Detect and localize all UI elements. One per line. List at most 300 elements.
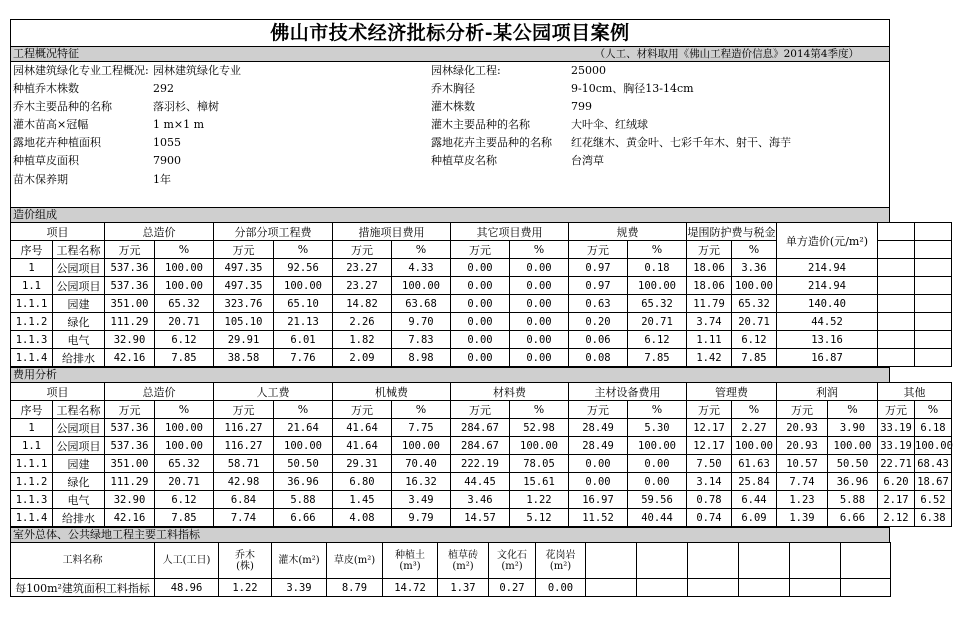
empty-cell <box>688 579 739 597</box>
value-cell: 14.57 <box>451 509 510 527</box>
value-cell: 1.1.4 <box>11 509 53 527</box>
value-cell: 6.12 <box>628 331 687 349</box>
material-header: 乔木 (株) <box>219 543 272 579</box>
table-row <box>11 437 952 455</box>
value-cell: 11.52 <box>569 509 628 527</box>
cost-analysis-sheet <box>10 19 953 597</box>
value-cell: 11.79 <box>687 295 732 313</box>
empty-cell <box>739 543 790 579</box>
overview-value: 1055 <box>153 136 181 150</box>
overview-value: 292 <box>153 82 174 96</box>
empty-cell <box>586 579 637 597</box>
empty-cell <box>915 259 952 277</box>
value-cell: 0.97 <box>569 277 628 295</box>
value-cell: 100.00 <box>828 437 878 455</box>
value-cell: 4.08 <box>333 509 392 527</box>
overview-label: 种植草皮名称 <box>431 154 497 168</box>
empty-cell <box>790 543 841 579</box>
empty-cell <box>841 579 891 597</box>
value-cell: 1.82 <box>333 331 392 349</box>
value-cell: 3.46 <box>451 491 510 509</box>
value-cell: 100.00 <box>155 437 214 455</box>
column-group-header: 其他 <box>878 383 952 401</box>
value-cell: 12.17 <box>687 437 732 455</box>
value-cell: 3.36 <box>732 259 777 277</box>
value-cell: 48.96 <box>155 579 219 597</box>
project-name: 绿化 <box>53 473 105 491</box>
value-cell: 0.78 <box>687 491 732 509</box>
overview-value: 红花继木、黄金叶、七彩千年木、射干、海芋 <box>571 136 791 150</box>
value-cell: 0.00 <box>569 455 628 473</box>
column-subheader: 万元 <box>451 401 510 419</box>
column-group-header: 其它项目费用 <box>451 223 569 241</box>
value-cell: 100.00 <box>915 437 952 455</box>
column-subheader: 万元 <box>214 401 274 419</box>
overview-value: 9-10cm、胸径13-14cm <box>571 82 694 96</box>
value-cell: 100.00 <box>392 437 451 455</box>
value-cell: 59.56 <box>628 491 687 509</box>
value-cell: 6.12 <box>155 491 214 509</box>
value-cell: 6.80 <box>333 473 392 491</box>
value-cell: 65.32 <box>155 455 214 473</box>
cost-composition-table <box>10 222 952 367</box>
value-cell: 2.26 <box>333 313 392 331</box>
value-cell: 14.82 <box>333 295 392 313</box>
value-cell: 100.00 <box>628 277 687 295</box>
value-cell: 351.00 <box>105 295 155 313</box>
overview-value: 落羽杉、樟树 <box>153 100 219 114</box>
materials-index-table <box>10 542 891 597</box>
overview-label: 露地花卉主要品种的名称 <box>431 136 552 150</box>
value-cell: 0.27 <box>489 579 536 597</box>
value-cell: 18.06 <box>687 277 732 295</box>
value-cell: 1.22 <box>219 579 272 597</box>
value-cell: 33.19 <box>878 437 915 455</box>
value-cell: 1.22 <box>510 491 569 509</box>
value-cell: 116.27 <box>214 419 274 437</box>
overview-label: 灌木株数 <box>431 100 475 114</box>
column-group-header: 堤围防护费与税金 <box>687 223 777 241</box>
value-cell: 0.00 <box>569 473 628 491</box>
value-cell: 8.79 <box>327 579 383 597</box>
value-cell: 214.94 <box>777 259 878 277</box>
column-group-header: 总造价 <box>105 383 214 401</box>
sheet-title: 佛山市技术经济批标分析-某公园项目案例 <box>10 19 890 46</box>
project-name: 公园项目 <box>53 419 105 437</box>
empty-cell <box>878 349 915 367</box>
value-cell: 8.98 <box>392 349 451 367</box>
value-cell: 6.84 <box>214 491 274 509</box>
material-header: 人工(工日) <box>155 543 219 579</box>
overview-row <box>11 152 889 170</box>
column-subheader: % <box>510 401 569 419</box>
empty-cell <box>790 579 841 597</box>
empty-cell <box>915 349 952 367</box>
value-cell: 20.71 <box>155 473 214 491</box>
column-subheader: 万元 <box>878 401 915 419</box>
column-subheader: 万元 <box>569 401 628 419</box>
overview-label: 灌木主要品种的名称 <box>431 118 530 132</box>
value-cell: 0.74 <box>687 509 732 527</box>
overview-value: 大叶伞、红绒球 <box>571 118 648 132</box>
value-cell: 36.96 <box>828 473 878 491</box>
value-cell: 28.49 <box>569 437 628 455</box>
empty-cell <box>915 295 952 313</box>
value-cell: 13.16 <box>777 331 878 349</box>
value-cell: 100.00 <box>628 437 687 455</box>
section-cost-header <box>10 207 890 222</box>
empty-cell <box>878 313 915 331</box>
value-cell: 7.75 <box>392 419 451 437</box>
overview-row <box>11 171 889 189</box>
value-cell: 6.18 <box>915 419 952 437</box>
value-cell: 42.98 <box>214 473 274 491</box>
overview-label: 园林建筑绿化专业工程概况: <box>13 64 149 77</box>
column-subheader: % <box>915 401 952 419</box>
value-cell: 41.64 <box>333 419 392 437</box>
overview-row <box>11 116 889 134</box>
value-cell: 6.66 <box>828 509 878 527</box>
value-cell: 3.14 <box>687 473 732 491</box>
column-group-header: 分部分项工程费 <box>214 223 333 241</box>
column-subheader: % <box>732 401 777 419</box>
column-subheader: 万元 <box>687 401 732 419</box>
value-cell: 4.33 <box>392 259 451 277</box>
overview-label: 乔木胸径 <box>431 82 475 96</box>
empty-cell <box>915 331 952 349</box>
value-cell: 1.23 <box>777 491 828 509</box>
overview-value: 7900 <box>153 154 181 168</box>
overview-value: 25000 <box>571 64 606 77</box>
value-cell: 2.09 <box>333 349 392 367</box>
column-subheader: % <box>274 241 333 259</box>
empty-cell <box>878 223 915 241</box>
value-cell: 0.18 <box>628 259 687 277</box>
value-cell: 32.90 <box>105 491 155 509</box>
value-cell: 537.36 <box>105 437 155 455</box>
value-cell: 0.97 <box>569 259 628 277</box>
value-cell: 6.09 <box>732 509 777 527</box>
value-cell: 1.1.3 <box>11 331 53 349</box>
header-row <box>11 543 891 579</box>
value-cell: 6.44 <box>732 491 777 509</box>
overview-label: 园林绿化工程: <box>431 64 501 77</box>
value-cell: 42.16 <box>105 349 155 367</box>
value-cell: 3.39 <box>272 579 327 597</box>
empty-cell <box>915 241 952 259</box>
value-cell: 284.67 <box>451 419 510 437</box>
column-subheader: 万元 <box>687 241 732 259</box>
value-cell: 7.50 <box>687 455 732 473</box>
value-cell: 3.49 <box>392 491 451 509</box>
column-subheader: % <box>732 241 777 259</box>
value-cell: 111.29 <box>105 313 155 331</box>
value-cell: 44.52 <box>777 313 878 331</box>
value-cell: 100.00 <box>274 277 333 295</box>
empty-cell <box>637 579 688 597</box>
material-row-label: 每100m²建筑面积工料指标 <box>11 579 155 597</box>
value-cell: 44.45 <box>451 473 510 491</box>
value-cell: 16.87 <box>777 349 878 367</box>
column-subheader: % <box>155 401 214 419</box>
value-cell: 100.00 <box>732 277 777 295</box>
value-cell: 1.1.4 <box>11 349 53 367</box>
value-cell: 105.10 <box>214 313 274 331</box>
value-cell: 0.00 <box>451 295 510 313</box>
overview-label: 种植乔木株数 <box>13 82 79 96</box>
value-cell: 100.00 <box>155 259 214 277</box>
value-cell: 12.17 <box>687 419 732 437</box>
value-cell: 50.50 <box>274 455 333 473</box>
value-cell: 29.31 <box>333 455 392 473</box>
table-row <box>11 491 952 509</box>
value-cell: 65.32 <box>732 295 777 313</box>
value-cell: 537.36 <box>105 419 155 437</box>
value-cell: 70.40 <box>392 455 451 473</box>
empty-cell <box>637 543 688 579</box>
section-overview-label: 工程概况特征 <box>13 47 79 60</box>
value-cell: 1.1.1 <box>11 455 53 473</box>
project-name: 公园项目 <box>53 437 105 455</box>
material-header: 种植土 (m³) <box>383 543 438 579</box>
value-cell: 1.39 <box>777 509 828 527</box>
value-cell: 0.06 <box>569 331 628 349</box>
value-cell: 7.85 <box>155 349 214 367</box>
section-expense-label: 费用分析 <box>13 368 57 381</box>
value-cell: 7.83 <box>392 331 451 349</box>
value-cell: 78.05 <box>510 455 569 473</box>
value-cell: 1 <box>11 259 53 277</box>
value-cell: 116.27 <box>214 437 274 455</box>
value-cell: 0.00 <box>536 579 586 597</box>
value-cell: 100.00 <box>274 437 333 455</box>
overview-value: 1年 <box>153 172 171 186</box>
value-cell: 61.63 <box>732 455 777 473</box>
value-cell: 52.98 <box>510 419 569 437</box>
empty-cell <box>878 295 915 313</box>
value-cell: 1 <box>11 419 53 437</box>
project-name: 给排水 <box>53 349 105 367</box>
empty-cell <box>915 277 952 295</box>
value-cell: 6.20 <box>878 473 915 491</box>
value-cell: 14.72 <box>383 579 438 597</box>
value-cell: 68.43 <box>915 455 952 473</box>
value-cell: 18.06 <box>687 259 732 277</box>
value-cell: 9.70 <box>392 313 451 331</box>
column-group-header: 措施项目费用 <box>333 223 451 241</box>
material-header: 植草砖 (m²) <box>438 543 489 579</box>
project-name: 电气 <box>53 331 105 349</box>
overview-row <box>11 62 889 80</box>
empty-cell <box>739 579 790 597</box>
value-cell: 0.00 <box>510 259 569 277</box>
value-cell: 3.90 <box>828 419 878 437</box>
value-cell: 9.79 <box>392 509 451 527</box>
column-subheader: 工程名称 <box>53 401 105 419</box>
overview-label: 乔木主要品种的名称 <box>13 100 112 114</box>
column-subheader: % <box>392 401 451 419</box>
column-group-header: 材料费 <box>451 383 569 401</box>
table-row <box>11 419 952 437</box>
value-cell: 5.30 <box>628 419 687 437</box>
project-name: 园建 <box>53 295 105 313</box>
value-cell: 10.57 <box>777 455 828 473</box>
table-row <box>11 295 952 313</box>
column-subheader: 万元 <box>214 241 274 259</box>
column-subheader: 万元 <box>451 241 510 259</box>
section-materials-header <box>10 527 890 542</box>
value-cell: 40.44 <box>628 509 687 527</box>
value-cell: 16.32 <box>392 473 451 491</box>
value-cell: 2.27 <box>732 419 777 437</box>
value-cell: 6.01 <box>274 331 333 349</box>
header-row <box>11 383 952 401</box>
project-name: 公园项目 <box>53 277 105 295</box>
empty-cell <box>915 223 952 241</box>
material-header: 花岗岩 (m²) <box>536 543 586 579</box>
value-cell: 5.88 <box>274 491 333 509</box>
column-subheader: % <box>828 401 878 419</box>
value-cell: 63.68 <box>392 295 451 313</box>
value-cell: 32.90 <box>105 331 155 349</box>
value-cell: 0.00 <box>451 277 510 295</box>
table-row <box>11 455 952 473</box>
column-subheader: % <box>510 241 569 259</box>
expense-analysis-table <box>10 382 952 527</box>
overview-value: 台湾草 <box>571 154 604 168</box>
value-cell: 214.94 <box>777 277 878 295</box>
table-row <box>11 277 952 295</box>
overview-value: 园林建筑绿化专业 <box>153 64 241 77</box>
table-row <box>11 313 952 331</box>
value-cell: 6.66 <box>274 509 333 527</box>
overview-row <box>11 134 889 152</box>
empty-cell <box>878 331 915 349</box>
value-cell: 1.1 <box>11 437 53 455</box>
value-cell: 23.27 <box>333 259 392 277</box>
value-cell: 284.67 <box>451 437 510 455</box>
value-cell: 65.32 <box>155 295 214 313</box>
value-cell: 7.85 <box>628 349 687 367</box>
column-group-header: 管理费 <box>687 383 777 401</box>
value-cell: 6.12 <box>732 331 777 349</box>
column-group-header: 机械费 <box>333 383 451 401</box>
value-cell: 0.00 <box>451 349 510 367</box>
column-group-header: 单方造价(元/m²) <box>777 223 878 259</box>
overview-value: 799 <box>571 100 592 114</box>
value-cell: 537.36 <box>105 259 155 277</box>
column-group-header: 项目 <box>11 223 105 241</box>
value-cell: 36.96 <box>274 473 333 491</box>
empty-cell <box>841 543 891 579</box>
table-row <box>11 259 952 277</box>
value-cell: 42.16 <box>105 509 155 527</box>
overview-row <box>11 98 889 116</box>
value-cell: 100.00 <box>155 277 214 295</box>
empty-cell <box>915 313 952 331</box>
value-cell: 22.71 <box>878 455 915 473</box>
material-header: 文化石 (m²) <box>489 543 536 579</box>
value-cell: 0.20 <box>569 313 628 331</box>
value-cell: 0.00 <box>510 331 569 349</box>
value-cell: 20.93 <box>777 419 828 437</box>
table-row <box>11 331 952 349</box>
column-group-header: 利润 <box>777 383 878 401</box>
value-cell: 0.00 <box>510 277 569 295</box>
value-cell: 33.19 <box>878 419 915 437</box>
column-group-header: 规费 <box>569 223 687 241</box>
value-cell: 2.12 <box>878 509 915 527</box>
value-cell: 0.00 <box>510 313 569 331</box>
section-cost-label: 造价组成 <box>13 208 57 221</box>
header-row <box>11 223 952 241</box>
value-cell: 100.00 <box>392 277 451 295</box>
column-subheader: % <box>274 401 333 419</box>
value-cell: 1.1.2 <box>11 473 53 491</box>
value-cell: 20.71 <box>732 313 777 331</box>
value-cell: 5.12 <box>510 509 569 527</box>
value-cell: 18.67 <box>915 473 952 491</box>
column-subheader: 万元 <box>105 241 155 259</box>
section-materials-label: 室外总体、公共绿地工程主要工料指标 <box>13 528 200 541</box>
overview-label: 苗木保养期 <box>13 172 68 186</box>
column-subheader: % <box>628 401 687 419</box>
value-cell: 92.56 <box>274 259 333 277</box>
value-cell: 0.00 <box>510 349 569 367</box>
value-cell: 1.1.1 <box>11 295 53 313</box>
column-subheader: 序号 <box>11 401 53 419</box>
column-subheader: % <box>628 241 687 259</box>
value-cell: 0.63 <box>569 295 628 313</box>
value-cell: 1.11 <box>687 331 732 349</box>
value-cell: 23.27 <box>333 277 392 295</box>
value-cell: 2.17 <box>878 491 915 509</box>
table-row <box>11 579 891 597</box>
value-cell: 351.00 <box>105 455 155 473</box>
value-cell: 0.00 <box>451 259 510 277</box>
value-cell: 15.61 <box>510 473 569 491</box>
column-subheader: % <box>392 241 451 259</box>
value-cell: 140.40 <box>777 295 878 313</box>
column-subheader: 序号 <box>11 241 53 259</box>
empty-cell <box>878 259 915 277</box>
price-source-note: （人工、材料取用《佛山工程造价信息》2014第4季度） <box>594 48 859 60</box>
overview-value: 1 m×1 m <box>153 118 205 132</box>
value-cell: 29.91 <box>214 331 274 349</box>
column-group-header: 人工费 <box>214 383 333 401</box>
subheader-row <box>11 401 952 419</box>
value-cell: 7.85 <box>732 349 777 367</box>
overview-label: 露地花卉种植面积 <box>13 136 101 150</box>
value-cell: 222.19 <box>451 455 510 473</box>
value-cell: 1.37 <box>438 579 489 597</box>
project-name: 园建 <box>53 455 105 473</box>
value-cell: 6.12 <box>155 331 214 349</box>
value-cell: 28.49 <box>569 419 628 437</box>
project-name: 给排水 <box>53 509 105 527</box>
value-cell: 20.71 <box>155 313 214 331</box>
overview-label: 灌木苗高×冠幅 <box>13 118 89 132</box>
value-cell: 7.76 <box>274 349 333 367</box>
value-cell: 65.10 <box>274 295 333 313</box>
value-cell: 0.00 <box>451 313 510 331</box>
project-name: 电气 <box>53 491 105 509</box>
value-cell: 1.45 <box>333 491 392 509</box>
value-cell: 65.32 <box>628 295 687 313</box>
value-cell: 0.00 <box>628 455 687 473</box>
value-cell: 1.1.2 <box>11 313 53 331</box>
value-cell: 6.52 <box>915 491 952 509</box>
